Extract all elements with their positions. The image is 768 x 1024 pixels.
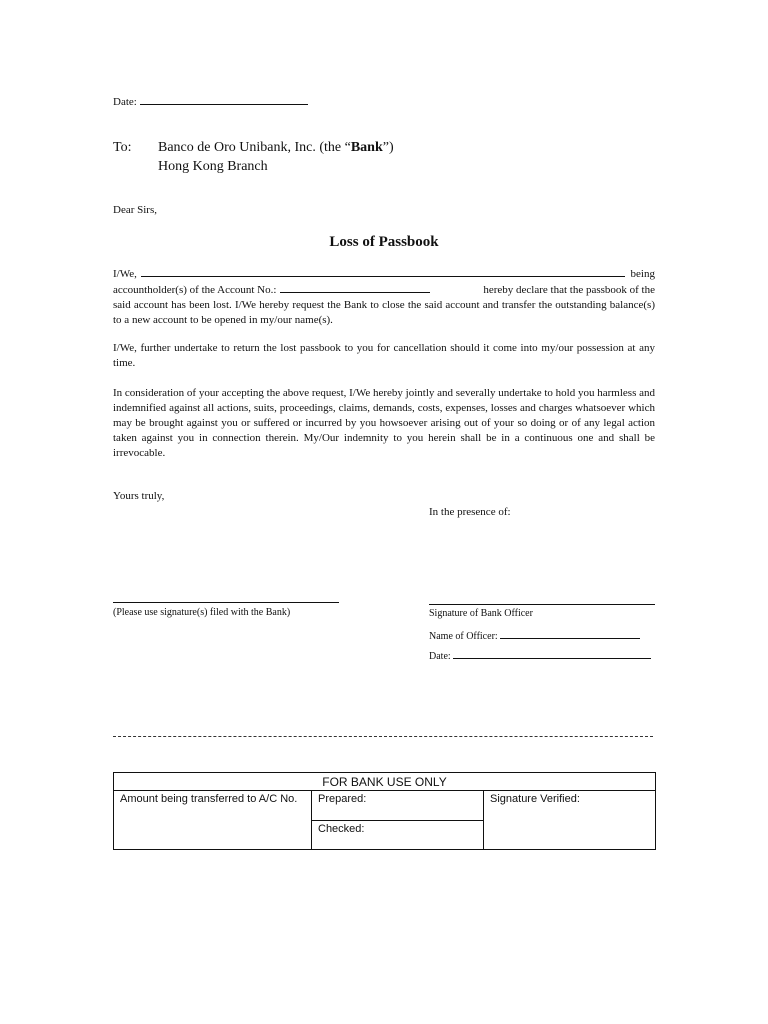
date-line	[113, 94, 308, 108]
officer-name-blank[interactable]	[500, 628, 640, 639]
bank-use-header: FOR BANK USE ONLY	[114, 773, 656, 791]
closing: Yours truly,	[113, 490, 165, 502]
date-label: Date:	[113, 96, 137, 108]
signature-note: (Please use signature(s) filed with the Bank)	[113, 607, 291, 618]
declaration-paragraph: I/We, being accountholder(s) of the Account No.: hereby declare that the passbook of the said account has been lost. I/We hereby request the Bank to close the said account and transfer the outstanding balance(s) to a new account to be opened in my/our name(s).	[113, 268, 655, 326]
amount-transfer-cell[interactable]: Amount being transferred to A/C No.	[114, 791, 312, 850]
addressee-block	[113, 138, 394, 176]
salutation: Dear Sirs,	[113, 204, 157, 216]
date-blank[interactable]	[140, 94, 308, 105]
dashed-separator	[113, 736, 653, 737]
officer-date-blank[interactable]	[453, 648, 651, 659]
bank-name-line: Banco de Oro Unibank, Inc. (the “Bank”)	[158, 140, 394, 155]
officer-signature-line[interactable]	[429, 604, 655, 605]
bank-use-table	[113, 772, 656, 850]
undertaking-paragraph: I/We, further undertake to return the lost passbook to you for cancellation should it come into my/our possession at any time.	[113, 342, 655, 369]
officer-name-line: Name of Officer:	[429, 628, 640, 642]
signature-verified-cell[interactable]: Signature Verified:	[484, 791, 656, 850]
accountholder-name-blank[interactable]	[141, 266, 625, 277]
bank-officer-signature-label: Signature of Bank Officer	[429, 608, 533, 619]
document-title: Loss of Passbook	[329, 234, 439, 250]
presence-label: In the presence of:	[429, 506, 511, 518]
branch-name: Hong Kong Branch	[158, 159, 268, 174]
to-label: To:	[113, 140, 132, 155]
prepared-cell[interactable]: Prepared:	[312, 791, 484, 821]
iwe-label: I/We,	[113, 268, 137, 280]
customer-signature-line[interactable]	[113, 602, 339, 603]
indemnity-paragraph: In consideration of your accepting the above request, I/We hereby jointly and severally undertake to hold you harmless and indemnified against all actions, suits, proceedings, claims, demands, costs, expenses, losses and charges whatsoever which may be brought against you or suffered or incurred by you howsoever arising out of your so doing or of any legal action taken against you in connection therein. My/Our indemnity to you herein shall be in a continuous one and shall be irrevocable.	[113, 387, 655, 459]
declaration-rest: said account has been lost. I/We hereby request the Bank to close the said account and transfer the outstanding balance(s) to a new account to be opened in my/our name(s).	[113, 299, 655, 326]
checked-cell[interactable]: Checked:	[312, 820, 484, 850]
officer-date-line: Date:	[429, 648, 651, 662]
account-number-blank[interactable]	[280, 282, 430, 293]
